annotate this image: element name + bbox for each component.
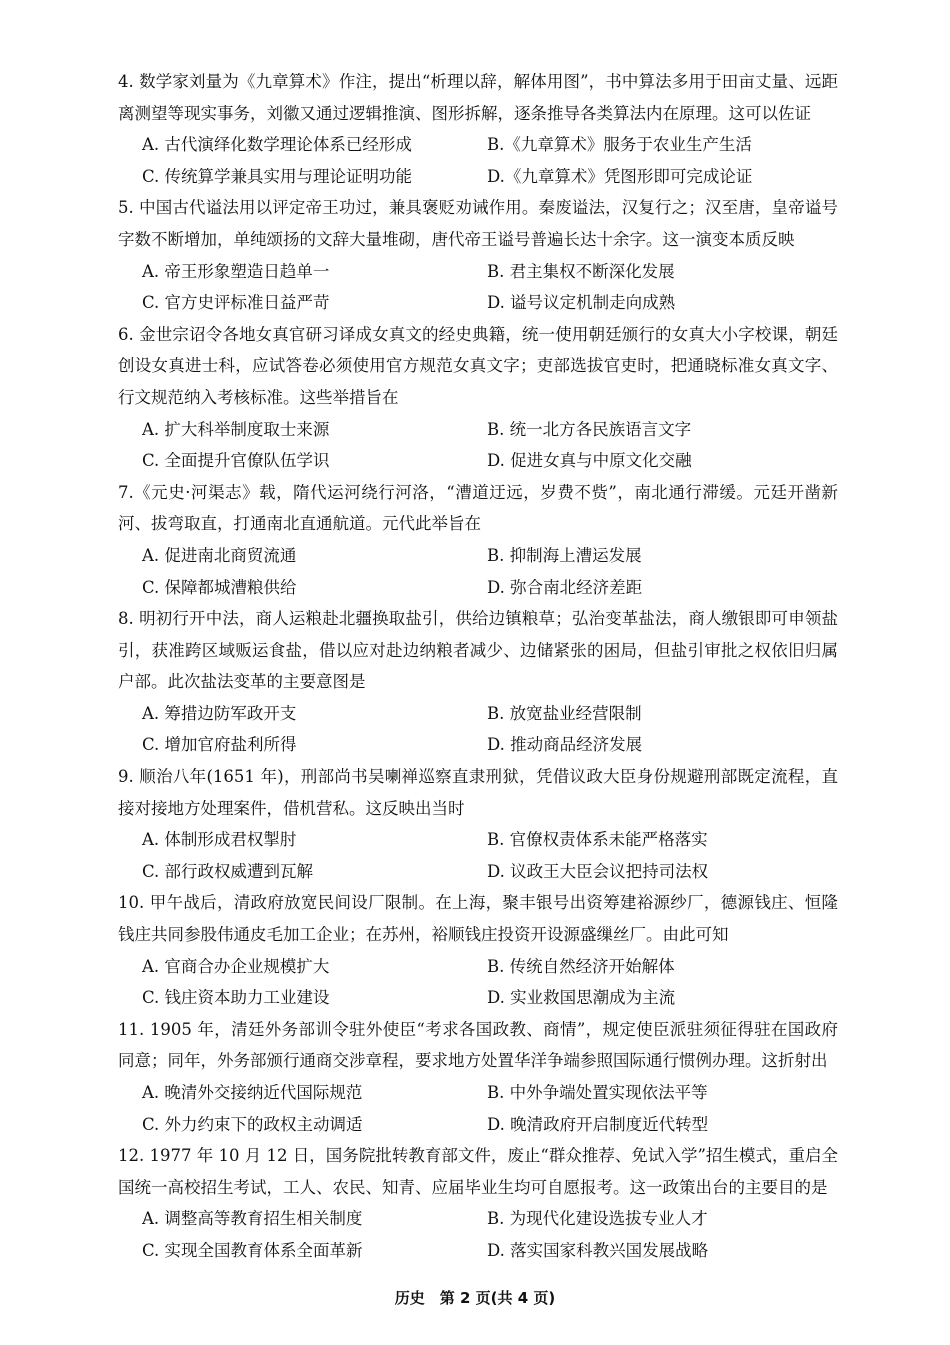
answer-option: A. 官商合办企业规模扩大 (142, 956, 330, 976)
question-stem: 8. 明初行开中法，商人运粮赴北疆换取盐引，供给边镇粮草；弘治变革盐法，商人缴银即可申领盐引，获准跨区域贩运食盐，借以应对赴边纳粮者减少、边储紧张的困局，但盐引审批之权依旧归属户部。此次盐法变革的主要意图是 (118, 609, 838, 692)
question-item (118, 1140, 838, 1266)
answer-option: C. 官方史评标准日益严苛 (142, 293, 330, 313)
answer-option: B. 君主集权不断深化发展 (487, 261, 675, 281)
answer-option: D. 谥号议定机制走向成熟 (487, 293, 676, 313)
answer-option: A. 促进南北商贸流通 (142, 545, 297, 565)
answer-options (118, 414, 838, 477)
question-item (118, 603, 838, 761)
answer-option: B.《九章算术》服务于农业生产生活 (487, 135, 752, 155)
question-item (118, 887, 838, 1013)
question-stem: 5. 中国古代谥法用以评定帝王功过，兼具褒贬劝诫作用。秦废谥法，汉复行之；汉至唐，皇帝谥号字数不断增加，单纯颂扬的文辞大量堆砌，唐代帝王谥号普遍长达十余字。这一演变本质反映 (118, 198, 838, 249)
answer-option: C. 部行政权威遭到瓦解 (142, 861, 314, 881)
answer-option: D. 推动商品经济发展 (487, 735, 643, 755)
answer-option: B. 传统自然经济开始解体 (487, 956, 675, 976)
answer-option: A. 体制形成君权掣肘 (142, 830, 297, 850)
answer-option: C. 增加官府盐利所得 (142, 735, 297, 755)
question-item (118, 1014, 838, 1140)
answer-option: C. 保障都城漕粮供给 (142, 577, 297, 597)
question-stem: 7.《元史·河渠志》载，隋代运河绕行河洛，“漕道迂远，岁费不赀”，南北通行滞缓。元廷开凿新河、拔弯取直，打通南北直通航道。元代此举旨在 (118, 482, 838, 534)
answer-option: D. 议政王大臣会议把持司法权 (487, 861, 709, 881)
answer-options (118, 1203, 838, 1266)
answer-options (118, 824, 838, 887)
answer-option: B. 中外争端处置实现依法平等 (487, 1083, 708, 1102)
answer-option: B. 放宽盐业经营限制 (487, 703, 642, 723)
answer-option: C. 全面提升官僚队伍学识 (142, 451, 330, 471)
answer-option: C. 实现全国教育体系全面革新 (142, 1240, 363, 1260)
answer-options (118, 540, 838, 603)
answer-option: D. 落实国家科教兴国发展战略 (487, 1240, 709, 1260)
answer-option: D. 晚清政府开启制度近代转型 (487, 1114, 709, 1134)
answer-option: B. 为现代化建设选拔专业人才 (487, 1209, 708, 1229)
answer-options (118, 1077, 838, 1140)
answer-option: A. 帝王形象塑造日趋单一 (142, 261, 330, 281)
page-footer: 历史 第 2 页(共 4 页) (394, 1289, 556, 1307)
answer-option: B. 抑制海上漕运发展 (487, 545, 642, 565)
answer-option: D. 弥合南北经济差距 (487, 577, 643, 597)
answer-option: A. 筹措边防军政开支 (142, 703, 297, 723)
answer-option: B. 统一北方各民族语言文字 (487, 419, 692, 439)
question-stem: 10. 甲午战后，清政府放宽民间设厂限制。在上海，聚丰银号出资筹建裕源纱厂，德源钱庄、恒隆钱庄共同参股伟通皮毛加工企业；在苏州，裕顺钱庄投资开设源盛缫丝厂。由此可知 (118, 893, 838, 945)
answer-option: C. 传统算学兼具实用与理论证明功能 (142, 166, 413, 186)
answer-option: A. 晚清外交接纳近代国际规范 (142, 1083, 363, 1102)
answer-option: A. 调整高等教育招生相关制度 (142, 1209, 363, 1229)
answer-option: B. 官僚权责体系未能严格落实 (487, 830, 708, 850)
question-item (118, 477, 838, 603)
answer-option: D. 促进女真与中原文化交融 (487, 451, 692, 471)
answer-option: A. 古代演绎化数学理论体系已经形成 (142, 135, 412, 155)
answer-option: C. 外力约束下的政权主动调适 (142, 1114, 363, 1134)
answer-options (118, 129, 838, 192)
question-item (118, 192, 838, 318)
question-stem: 9. 顺治八年(1651 年)，刑部尚书吴喇禅巡察直隶刑狱，凭借议政大臣身份规避刑部既定流程，直接对接地方处理案件，借机营私。这反映出当时 (118, 767, 838, 818)
answer-option: D.《九章算术》凭图形即可完成论证 (487, 166, 753, 186)
answer-options (118, 951, 838, 1014)
question-stem: 4. 数学家刘量为《九章算术》作注，提出“析理以辞，解体用图”，书中算法多用于田亩丈量、远距离测望等现实事务，刘徽又通过逻辑推演、图形拆解，逐条推导各类算法内在原理。这可以佐证 (118, 72, 838, 123)
answer-option: D. 实业救国思潮成为主流 (487, 988, 676, 1008)
question-stem: 12. 1977 年 10 月 12 日，国务院批转教育部文件，废止“群众推荐、免试入学”招生模式，重启全国统一高校招生考试，工人、农民、知青、应届毕业生均可自愿报考。这一政策出台的主要目的是 (118, 1146, 838, 1197)
question-item (118, 761, 838, 887)
question-list (118, 66, 838, 1267)
answer-option: C. 钱庄资本助力工业建设 (142, 988, 330, 1008)
question-item (118, 66, 838, 192)
answer-option: A. 扩大科举制度取士来源 (142, 419, 330, 439)
answer-options (118, 256, 838, 319)
question-stem: 11. 1905 年，清廷外务部训令驻外使臣“考求各国政教、商情”，规定使臣派驻须征得驻在国政府同意；同年，外务部颁行通商交涉章程，要求地方处置华洋争端参照国际通行惯例办理。这折射出 (118, 1019, 838, 1071)
answer-options (118, 698, 838, 761)
question-stem: 6. 金世宗诏令各地女真官研习译成女真文的经史典籍，统一使用朝廷颁行的女真大小字校课，朝廷创设女真进士科，应试答卷必须使用官方规范女真文字；吏部选拔官吏时，把通晓标准女真文字、行文规范纳入考核标准。这些举措旨在 (118, 324, 838, 407)
question-item (118, 319, 838, 477)
